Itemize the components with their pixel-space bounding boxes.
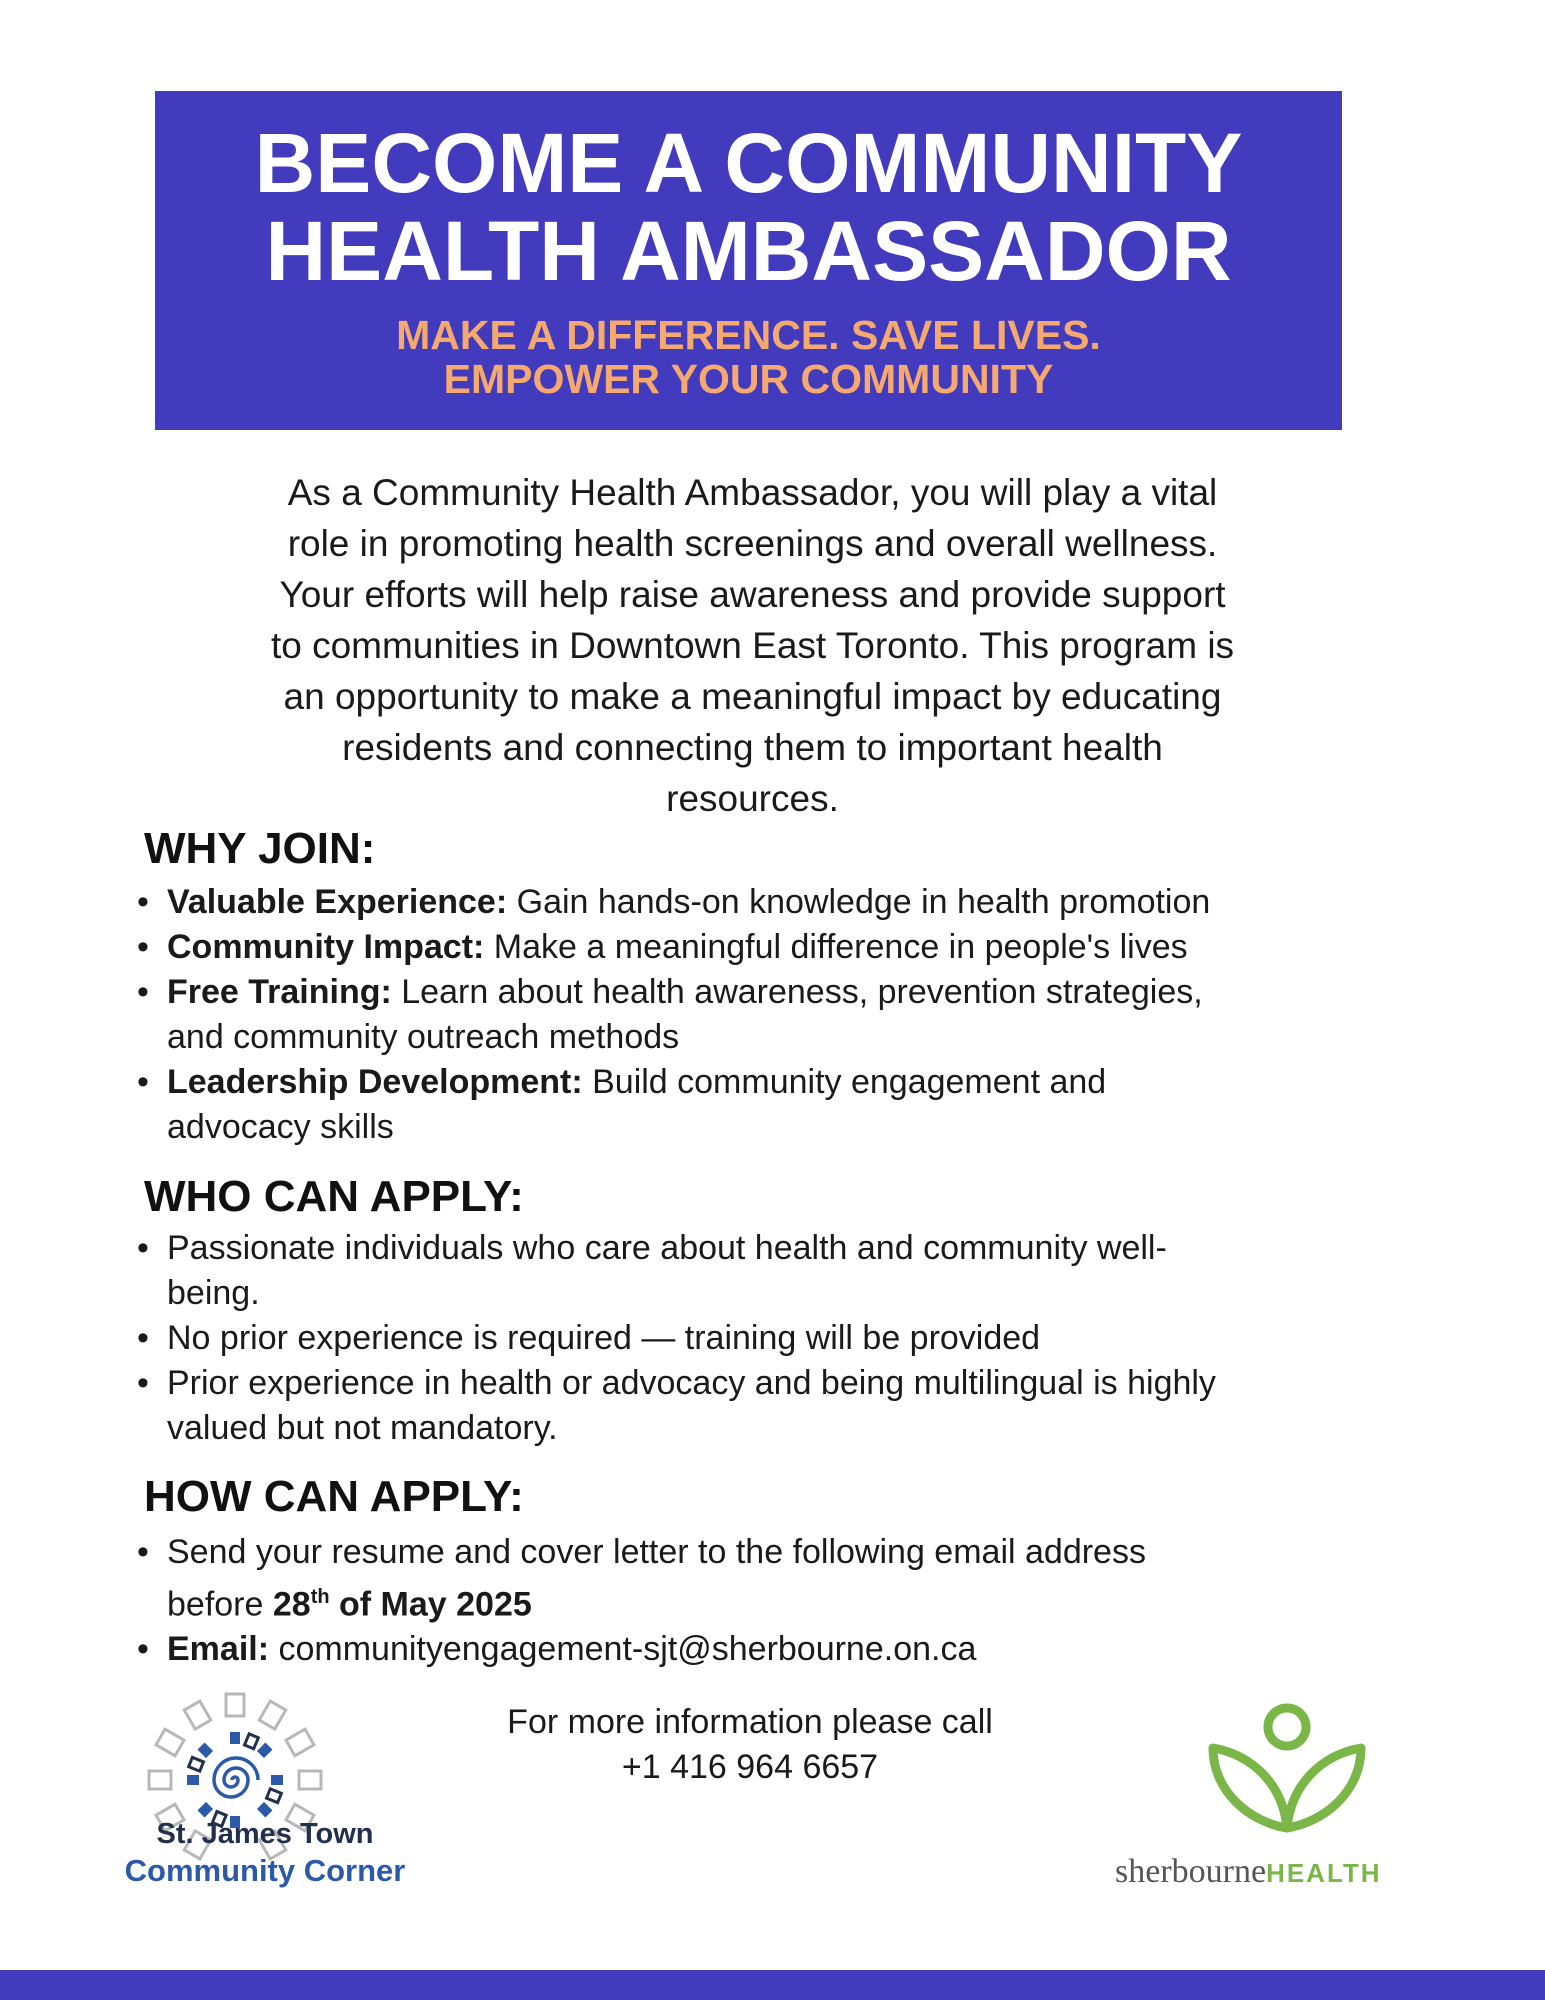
- bullet-icon: •: [137, 1319, 149, 1357]
- right-leaf-icon: [1287, 1748, 1361, 1828]
- who-can-apply-title: WHO CAN APPLY:: [144, 1172, 524, 1221]
- spiral-icon: [214, 1758, 258, 1797]
- intro-line: an opportunity to make a meaningful impact by educating: [283, 676, 1222, 717]
- bullet-icon: •: [137, 1533, 149, 1571]
- item-text: Prior experience in health or advocacy and being multilingual is highly: [167, 1364, 1216, 1402]
- bullet-icon: •: [137, 928, 149, 966]
- contact-info: [430, 1700, 1070, 1790]
- item-label: Valuable Experience:: [167, 883, 508, 921]
- left-leaf-icon: [1213, 1748, 1287, 1828]
- sjt-name-line-1: St. James Town: [156, 1818, 374, 1850]
- email-address[interactable]: communityengagement-sjt@sherbourne.on.ca: [269, 1630, 977, 1669]
- intro-paragraph: [160, 467, 1345, 824]
- item-text: Send your resume and cover letter to the following email address: [167, 1533, 1146, 1571]
- why-join-title: WHY JOIN:: [144, 824, 376, 873]
- header-banner: [155, 91, 1342, 430]
- item-text: Passionate individuals who care about health and community well-: [167, 1229, 1167, 1267]
- list-item: [137, 1627, 1407, 1672]
- list-item: [137, 1361, 1407, 1451]
- health-word: HEALTH: [1266, 1858, 1382, 1888]
- headline: [155, 116, 1342, 298]
- list-item: [137, 925, 1407, 970]
- deadline-suffix: th: [310, 1586, 330, 1608]
- tagline-line-1: MAKE A DIFFERENCE. SAVE LIVES.: [396, 312, 1101, 358]
- list-item: [137, 880, 1407, 925]
- why-join-list: [137, 880, 1407, 1150]
- intro-line: Your efforts will help raise awareness and provide support: [279, 574, 1226, 615]
- bullet-icon: •: [137, 1630, 149, 1669]
- sjt-name-line-2: Community Corner: [124, 1853, 406, 1888]
- deadline-day: 28: [272, 1585, 311, 1624]
- list-item: [137, 1060, 1407, 1150]
- bullet-icon: •: [137, 1229, 149, 1267]
- intro-line: resources.: [666, 778, 839, 819]
- person-head-icon: [1268, 1708, 1306, 1746]
- list-item: [137, 970, 1407, 1060]
- bullet-icon: •: [137, 883, 149, 921]
- item-text-cont: being.: [167, 1274, 260, 1312]
- sherbourne-leaf-icon: [1205, 1700, 1370, 1835]
- item-text: Make a meaningful difference in people's lives: [484, 928, 1188, 966]
- item-label: Community Impact:: [167, 928, 485, 966]
- phone-number[interactable]: +1 416 964 6657: [621, 1748, 879, 1786]
- contact-line: For more information please call: [507, 1703, 993, 1741]
- item-text: Gain hands-on knowledge in health promotion: [507, 883, 1211, 921]
- footer-bar: [0, 1970, 1545, 2000]
- item-text: Learn about health awareness, prevention strategies,: [391, 973, 1203, 1011]
- deadline-prefix: before: [167, 1585, 273, 1624]
- bullet-icon: •: [137, 1063, 149, 1101]
- item-text-cont: and community outreach methods: [167, 1018, 680, 1056]
- how-can-apply-list: [137, 1530, 1407, 1672]
- headline-line-2: HEALTH AMBASSADOR: [265, 204, 1232, 298]
- who-can-apply-list: [137, 1226, 1407, 1451]
- bullet-icon: •: [137, 1364, 149, 1402]
- list-item: [137, 1226, 1407, 1316]
- list-item: [137, 1530, 1407, 1627]
- bullet-icon: •: [137, 973, 149, 1011]
- item-text-cont: advocacy skills: [167, 1108, 394, 1146]
- headline-line-1: BECOME A COMMUNITY: [254, 116, 1243, 210]
- item-label: Leadership Development:: [167, 1063, 583, 1101]
- intro-line: As a Community Health Ambassador, you will play a vital: [287, 472, 1218, 513]
- item-text-cont: valued but not mandatory.: [167, 1409, 558, 1447]
- intro-line: role in promoting health screenings and overall wellness.: [287, 523, 1218, 564]
- item-label: Free Training:: [167, 973, 392, 1011]
- intro-line: residents and connecting them to important health: [342, 727, 1163, 768]
- sherbourne-wordmark: [1115, 1852, 1382, 1891]
- intro-line: to communities in Downtown East Toronto. This program is: [270, 625, 1235, 666]
- list-item: [137, 1316, 1407, 1361]
- tagline: [155, 313, 1342, 401]
- item-text: Build community engagement and: [582, 1063, 1107, 1101]
- how-can-apply-title: HOW CAN APPLY:: [144, 1472, 524, 1521]
- tagline-line-2: EMPOWER YOUR COMMUNITY: [443, 356, 1054, 402]
- inner-rays: [187, 1732, 283, 1828]
- deadline-month: of May 2025: [329, 1585, 532, 1624]
- item-text: No prior experience is required — training will be provided: [167, 1319, 1041, 1357]
- sherbourne-word: sherbourne: [1115, 1853, 1267, 1890]
- email-label: Email:: [167, 1630, 270, 1669]
